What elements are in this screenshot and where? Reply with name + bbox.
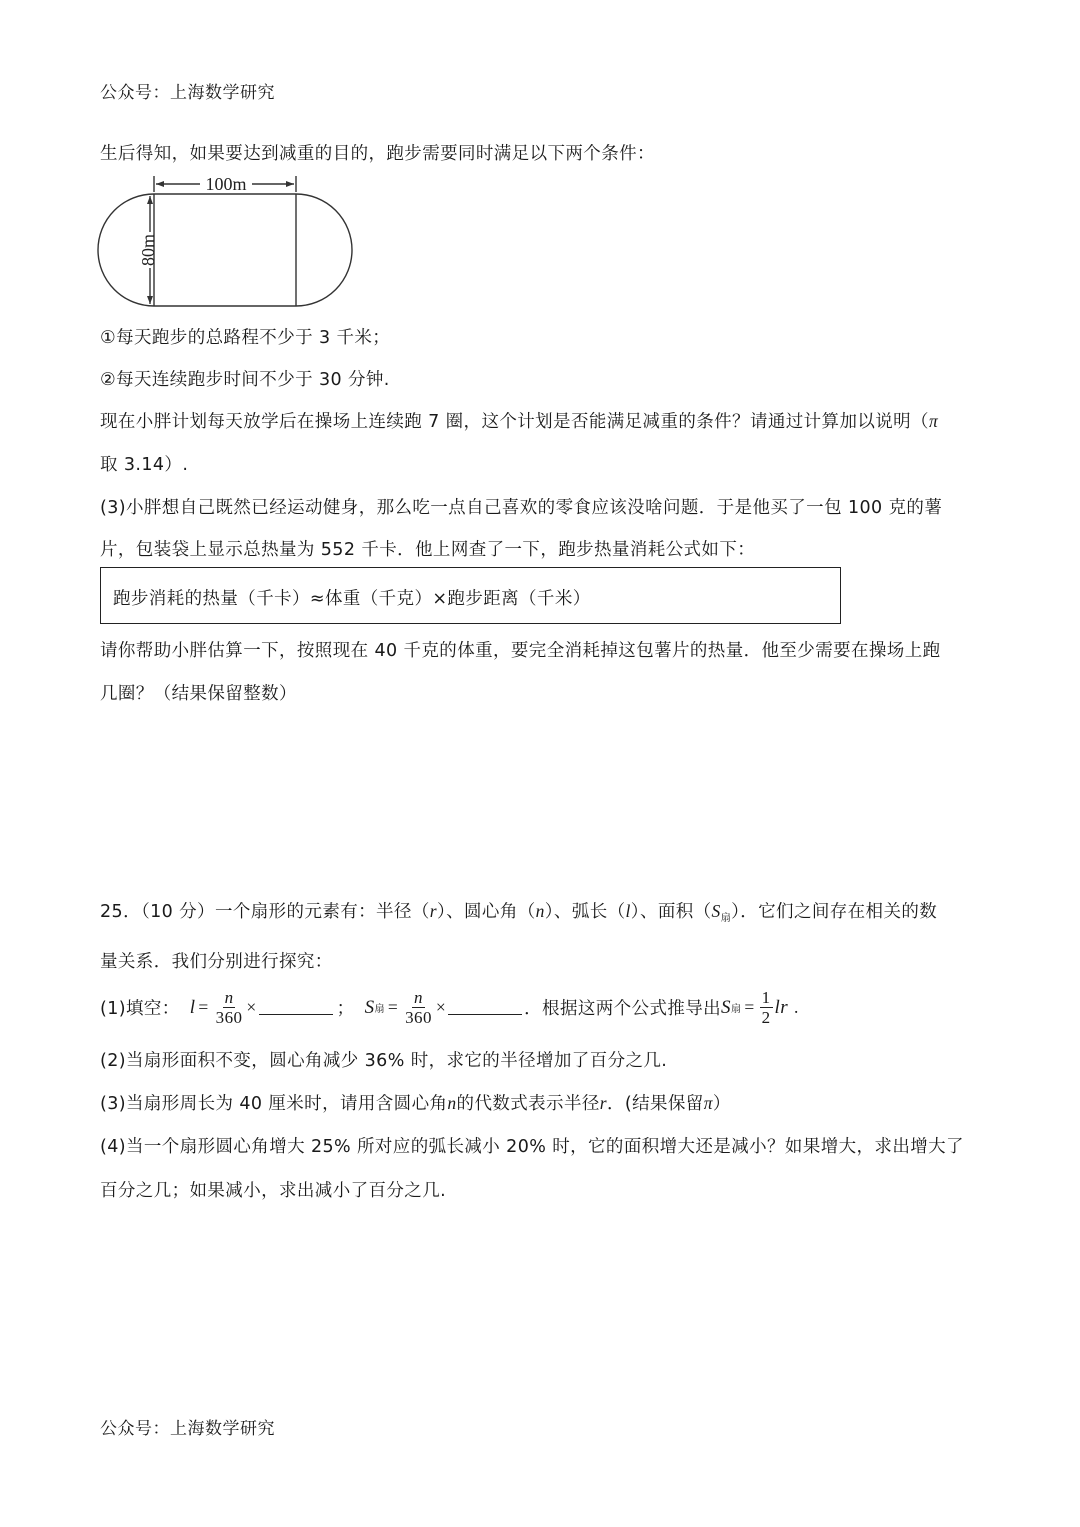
q2-line-1-text: 现在小胖计划每天放学后在操场上连续跑 7 圈，这个计划是否能满足减重的条件？请通过计算加以说明（: [100, 412, 929, 432]
eq1-fraction: [214, 988, 245, 1027]
track-diagram: [96, 172, 358, 312]
p25-q1: [100, 988, 799, 1027]
blank-2[interactable]: [448, 1000, 522, 1015]
p25-q2: (2)当扇形面积不变，圆心角减少 36% 时，求它的半径增加了百分之几.: [100, 1051, 668, 1071]
eq2-equals: =: [387, 997, 399, 1017]
p25-text-d: ）、面积（: [630, 902, 712, 922]
page-footer: 公众号：上海数学研究: [100, 1419, 275, 1439]
eq3-equals: =: [744, 997, 755, 1017]
width-label: 80m: [138, 233, 159, 267]
q3-text-d: ）: [712, 1094, 731, 1114]
p25-text-c: ）、弧长（: [544, 902, 626, 922]
q2-line-1: [100, 408, 938, 433]
eq3-s-sub: 扇: [730, 1004, 742, 1015]
q3-var-r: r: [599, 1093, 607, 1113]
var-l: l: [625, 901, 631, 921]
q3-pi: π: [703, 1093, 713, 1113]
condition-2: ②每天连续跑步时间不少于 30 分钟.: [100, 370, 390, 390]
eq2-den: 360: [405, 1008, 432, 1027]
var-r: r: [429, 901, 437, 921]
eq3-s: S: [721, 996, 731, 1018]
eq2-s-sub: 扇: [374, 1004, 385, 1015]
q3-line-3: 请你帮助小胖估算一下，按照现在 40 千克的体重，要完全消耗掉这包薯片的热量．他至少需要在操场上跑: [100, 641, 941, 661]
eq1-l: l: [189, 996, 196, 1018]
length-label: 100m: [205, 174, 247, 194]
q3-text-b: 的代数式表示半径: [456, 1094, 600, 1114]
q1-label: (1)填空：: [100, 999, 180, 1019]
eq3-period: .: [794, 997, 799, 1017]
eq2-times: ×: [435, 997, 447, 1017]
right-semicircle: [296, 194, 352, 306]
q2-line-2: 取 3.14）.: [100, 455, 189, 475]
eq1-den: 360: [215, 1008, 243, 1027]
condition-1: ①每天跑步的总路程不少于 3 千米；: [100, 328, 391, 348]
p25-q4-line-1: (4)当一个扇形圆心角增大 25% 所对应的弧长减小 20% 时，它的面积增大还是减小？如果增大，求出增大了: [100, 1137, 964, 1157]
q3-text-c: ．(结果保留: [606, 1094, 704, 1114]
intro-text: 生后得知，如果要达到减重的目的，跑步需要同时满足以下两个条件：: [100, 144, 655, 164]
var-s: S: [711, 901, 721, 921]
q3-text-a: (3)当扇形周长为 40 厘米时，请用含圆心角: [100, 1094, 448, 1114]
eq1-equals: =: [198, 997, 209, 1017]
eq2-s: S: [364, 996, 375, 1018]
eq3-lr: lr: [774, 996, 789, 1018]
p25-line-1: [100, 898, 937, 924]
p25-line-2: 量关系．我们分别进行探究：: [100, 952, 333, 972]
p25-text-a: 25．（10 分）一个扇形的元素有：半径（: [100, 902, 430, 922]
var-n: n: [535, 901, 545, 921]
var-s-sub: 扇: [720, 913, 732, 924]
blank-1[interactable]: [259, 1000, 333, 1015]
page-header: 公众号：上海数学研究: [100, 83, 275, 103]
eq3-num: 1: [761, 988, 771, 1007]
p25-text-e: ）．它们之间存在相关的数: [731, 902, 938, 922]
p25-q4-line-2: 百分之几；如果减小，求出减小了百分之几.: [100, 1181, 447, 1201]
formula-box: [100, 567, 841, 624]
q3-line-4: 几圈？（结果保留整数）: [100, 684, 297, 704]
eq2-num: n: [414, 988, 423, 1007]
eq2-fraction: [403, 988, 434, 1027]
q3-line-2: 片，包装袋上显示总热量为 552 千卡．他上网查了一下，跑步热量消耗公式如下：: [100, 540, 756, 560]
eq3-den: 2: [761, 1008, 771, 1027]
q3-line-1: (3)小胖想自己既然已经运动健身，那么吃一点自己喜欢的零食应该没啥问题．于是他买了一包 100 克的薯: [100, 498, 943, 518]
eq1-num: n: [224, 988, 234, 1007]
eq1-times: ×: [246, 997, 257, 1017]
eq3-fraction: [760, 988, 773, 1027]
pi-symbol: π: [928, 411, 939, 431]
eq-separator: ；: [336, 999, 355, 1019]
p25-q3: [100, 1090, 731, 1115]
derive-text: ．根据这两个公式推导出: [524, 999, 722, 1019]
q3-var-n: n: [447, 1093, 457, 1113]
p25-text-b: ）、圆心角（: [436, 902, 536, 922]
formula-text: 跑步消耗的热量（千卡）≈体重（千克）×跑步距离（千米）: [113, 589, 591, 609]
